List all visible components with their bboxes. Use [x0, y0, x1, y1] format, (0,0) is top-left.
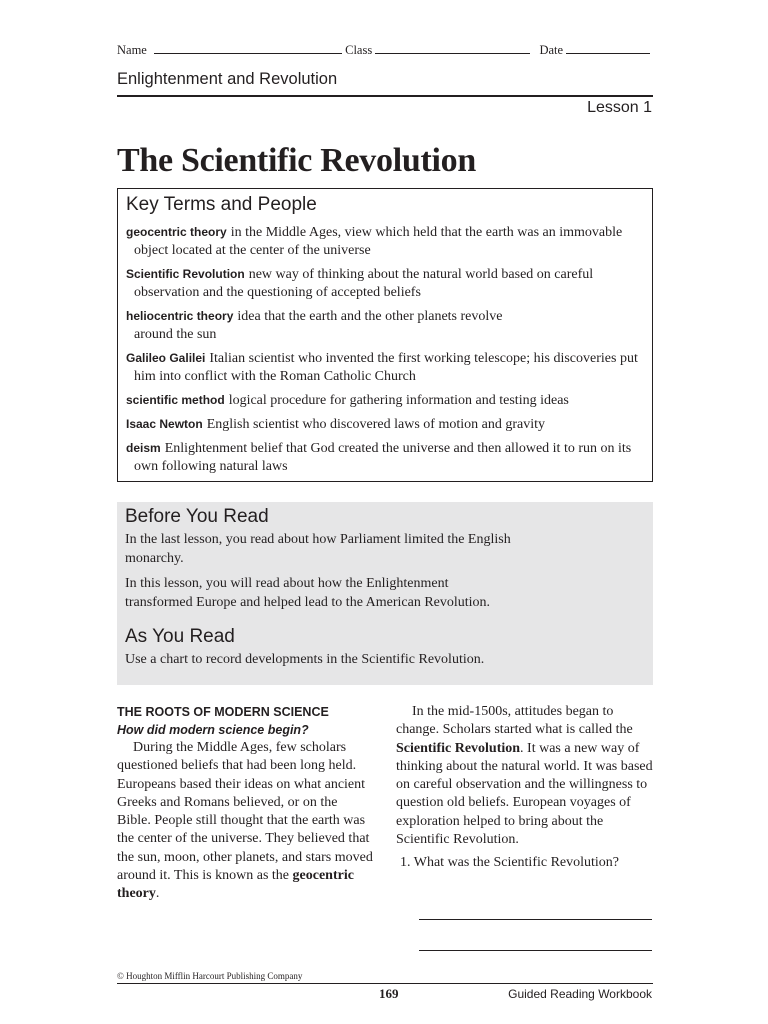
term-definition: new way of thinking about the natural world based on careful observation and the questioning of accepted beliefs	[134, 267, 594, 300]
term-definition: English scientist who discovered laws of motion and gravity	[206, 417, 545, 432]
unit-rule	[117, 95, 653, 97]
as-you-read-heading: As You Read	[125, 626, 235, 647]
class-label: Class	[345, 43, 373, 57]
term-name: scientific method	[126, 393, 225, 407]
name-label: Name	[117, 43, 147, 57]
workbook-title: Guided Reading Workbook	[508, 987, 652, 1001]
right-paragraph: In the mid-1500s, attitudes began to change. Scholars started what is called the Scientific Revolution. It was a new way of thinking about the natural world. It was based on careful observation and the willingness to question old beliefs. European voyages of exploration helped to bring about the Scientific Revolution.	[396, 704, 653, 848]
header-fields	[117, 43, 653, 58]
answer-line[interactable]	[419, 950, 652, 951]
term-name: Scientific Revolution	[126, 267, 245, 281]
term-item	[126, 349, 644, 386]
term-definition: Italian scientist who invented the first working telescope; his discoveries put him into conflict with the Roman Catholic Church	[134, 351, 638, 384]
term-name: heliocentric theory	[126, 309, 234, 323]
copyright-notice: © Houghton Mifflin Harcourt Publishing Company	[117, 971, 303, 981]
key-terms-box	[117, 188, 653, 482]
name-blank[interactable]	[154, 43, 342, 54]
answer-line[interactable]	[419, 919, 652, 920]
term-name: deism	[126, 441, 161, 455]
term-definition: Enlightenment belief that God created the universe and then allowed it to run on its own following natural laws	[134, 441, 632, 474]
before-you-read-heading: Before You Read	[125, 506, 269, 527]
reading-box	[117, 502, 653, 685]
term-name: Isaac Newton	[126, 417, 203, 431]
footer-rule	[117, 983, 653, 984]
term-definition: in the Middle Ages, view which held that the earth was an immovable object located at the center of the universe	[134, 225, 623, 258]
bold-term: geocentric theory	[117, 868, 354, 902]
right-column	[396, 703, 654, 872]
date-blank[interactable]	[566, 43, 650, 54]
bold-term: Scientific Revolution	[396, 740, 521, 756]
term-item	[126, 223, 644, 260]
class-blank[interactable]	[375, 43, 530, 54]
term-name: Galileo Galilei	[126, 351, 206, 365]
left-paragraph: During the Middle Ages, few scholars questioned beliefs that had been long held. Europeans based their ideas on what ancient Greeks and Romans believed, or on the Bible. People still thought that the earth was the center of the universe. They believed that the sun, moon, other planets, and stars moved around it. This is known as the geocentric theory.	[117, 740, 373, 902]
term-definition: logical procedure for gathering information and testing ideas	[228, 393, 569, 408]
page-number: 169	[379, 986, 399, 1001]
term-item	[126, 265, 644, 302]
before-you-read-para: In this lesson, you will read about how the Enlightenment transformed Europe and helped lead to the American Revolution.	[125, 576, 491, 610]
question-1: 1. What was the Scientific Revolution?	[400, 855, 620, 871]
lesson-label: Lesson 1	[587, 99, 652, 116]
key-terms-heading: Key Terms and People	[126, 194, 317, 215]
term-item	[126, 415, 644, 434]
term-item	[126, 391, 644, 410]
before-you-read-para: In the last lesson, you read about how Parliament limited the English monarchy.	[125, 532, 511, 566]
unit-title: Enlightenment and Revolution	[117, 70, 338, 88]
term-item	[126, 307, 644, 344]
date-label: Date	[539, 43, 564, 57]
section-question: How did modern science begin?	[117, 723, 309, 737]
term-item	[126, 439, 644, 476]
term-definition: idea that the earth and the other planets revolve around the sun	[134, 309, 503, 342]
left-column	[117, 703, 373, 904]
as-you-read-para: Use a chart to record developments in the Scientific Revolution.	[125, 652, 485, 667]
page-title: The Scientific Revolution	[117, 142, 476, 179]
section-heading: THE ROOTS OF MODERN SCIENCE	[117, 705, 329, 719]
term-name: geocentric theory	[126, 225, 227, 239]
